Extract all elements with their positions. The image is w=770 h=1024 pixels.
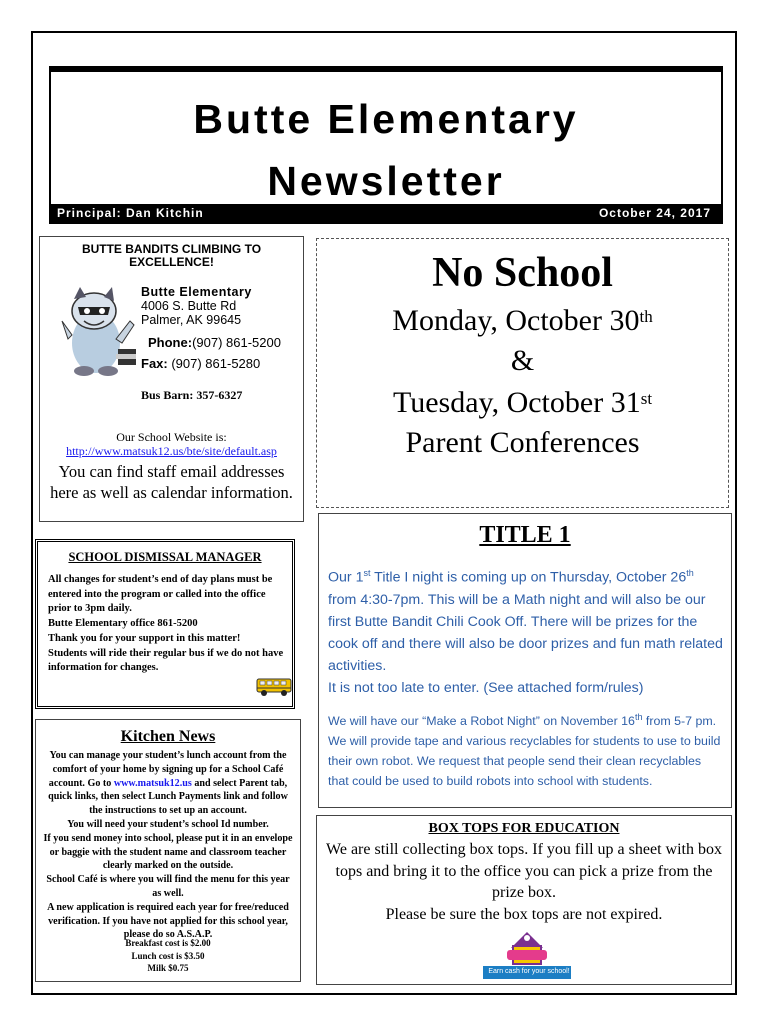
kitchen-body: You can manage your student’s lunch account from the comfort of your home by signing up for a School Café account. Go to www.matsuk12.us and select Parent tab, quick links, then select Lunch Payments link and follow the instructions to set up an account. You will need your student’s school Id number. If you send money into school, please put it in an envelope or baggie with the student name and classroom teacher clearly marked on the outside. School Café is where you will find the menu for this year as well. A new application is required each year for free/reduced verification. If you have not applied for this school year, please do so A.S.A.P. [43,750,293,941]
no-school-title: No School [432,250,613,296]
no-school-ampersand: & [510,344,535,377]
school-info-box [39,236,304,522]
masthead-bar [51,204,721,222]
no-school-monday: Monday, October 30th [392,304,653,337]
dismissal-heading: SCHOOL DISMISSAL MANAGER [68,550,262,564]
school-bus-icon [256,676,294,698]
website-link[interactable]: http://www.matsuk12.us/bte/site/default.asp [66,444,277,458]
box-tops-heading: BOX TOPS FOR EDUCATION [428,821,620,836]
robot-night-text: We will have our “Make a Robot Night” on November 16th from 5-7 pm. We will provide tape and various recyclables for students to use to build their own robot. We request that people send their clean recyclables that could be used to build robots into school with students. [328,712,721,789]
masthead [49,66,723,224]
kitchen-heading: Kitchen News [120,728,216,745]
kitchen-news-box [35,719,301,982]
website-label: Our School Website is: [116,430,227,444]
box-tops-box [316,815,732,985]
school-fax: Fax: (907) 861-5280 [141,356,261,371]
title-1-box [318,513,732,808]
issue-date: October 24, 2017 [598,206,711,220]
box-tops-logo-text: Earn cash for your school! [488,968,570,975]
dismissal-body: All changes for student’s end of day plans must be entered into the program or called into the office prior to 3pm daily. Butte Elementary office 861-5200 Thank you for your support in this matter! Students will ride their regular bus if we do not have information for changes. [48,574,284,674]
newsletter-title: Butte Elementary Newsletter [193,96,579,204]
principal-name: Principal: Dan Kitchin [57,206,204,220]
staff-email-note: You can find staff email addresses here as well as calendar information. [50,462,293,502]
meal-costs: Breakfast cost is $2.00 Lunch cost is $3.50 Milk $0.75 [125,938,211,973]
school-phone: Phone:(907) 861-5200 [148,335,281,350]
raccoon-mascot-icon [54,281,138,377]
motto-heading: BUTTE BANDITS CLIMBING TO EXCELLENCE! [81,242,262,269]
no-school-box [316,238,729,508]
title-1-heading: TITLE 1 [479,522,571,548]
dismissal-manager-box [35,539,295,709]
matsuk12-link[interactable]: www.matsuk12.us [113,777,192,789]
box-tops-body: We are still collecting box tops. If you fill up a sheet with box tops and bring it to the office you can pick a prize from the prize box. Please be sure the box tops are not expired. [326,841,722,923]
parent-conferences: Parent Conferences [405,426,640,459]
title-1-night-text: Our 1st Title I night is coming up on Thursday, October 26th from 4:30-7pm. This will be a Math night and will also be our first Butte Bandit Chili Cook Off. There will be prizes for the cook off and there will also be door prizes and fun math related activities. It is not too late to enter. (See attached form/rules) [328,568,723,696]
no-school-tuesday: Tuesday, October 31st [392,386,653,419]
bus-barn-phone: Bus Barn: 357-6327 [141,388,243,402]
school-address: Butte Elementary 4006 S. Butte Rd Palmer, AK 99645 [141,285,252,327]
